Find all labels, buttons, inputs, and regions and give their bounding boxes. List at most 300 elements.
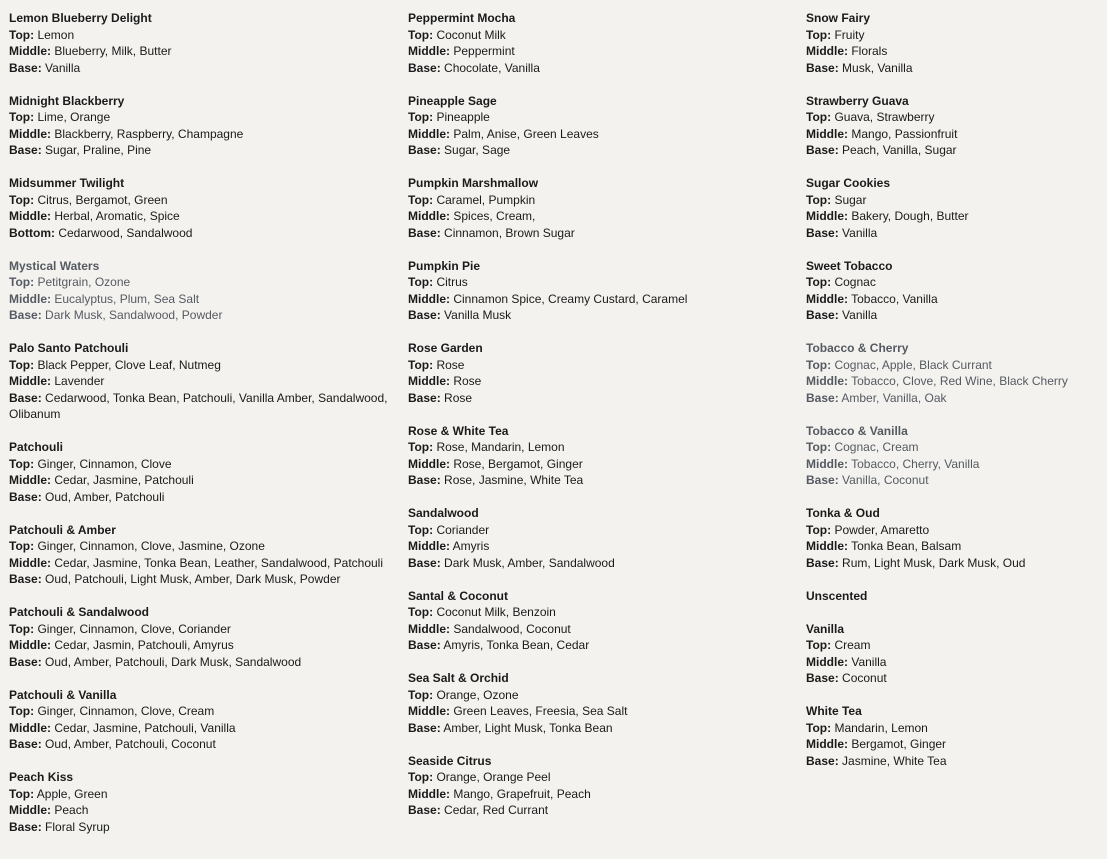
note-line-top <box>9 27 399 44</box>
note-label: Top: <box>408 275 434 289</box>
scent-entry-rose-garden <box>408 340 803 406</box>
note-line-top <box>408 27 803 44</box>
note-value: Oud, Amber, Patchouli, Coconut <box>45 737 216 751</box>
note-label: Top: <box>408 605 434 619</box>
note-value: Citrus <box>436 275 468 289</box>
note-value: Dark Musk, Sandalwood, Powder <box>45 308 223 322</box>
scent-entry-sweet-tobacco <box>806 258 1106 324</box>
note-label: Middle: <box>9 473 51 487</box>
note-value: Blueberry, Milk, Butter <box>54 44 172 58</box>
note-line-middle <box>9 472 399 489</box>
scent-name: Strawberry Guava <box>806 93 909 108</box>
note-line-bottom <box>9 225 399 242</box>
scent-name: Patchouli & Sandalwood <box>9 605 150 619</box>
note-line-base <box>806 555 1106 572</box>
scent-name: Palo Santo Patchouli <box>9 341 129 355</box>
scent-entry-palo-santo-patchouli <box>9 340 399 423</box>
note-value: Coconut <box>842 671 887 685</box>
note-line-top <box>9 703 399 720</box>
note-line-middle <box>408 456 803 473</box>
scent-name: Sugar Cookies <box>806 176 891 190</box>
note-label: Base: <box>408 638 441 652</box>
note-line-middle <box>408 786 803 803</box>
note-line-top <box>806 274 1106 291</box>
note-value: Cognac, Apple, Black Currant <box>834 357 992 372</box>
note-label: Middle: <box>9 44 51 58</box>
note-label: Middle: <box>408 126 450 141</box>
note-value: Lemon <box>37 27 75 42</box>
note-value: Vanilla, Coconut <box>842 473 929 487</box>
scent-entry-patchouli <box>9 439 399 505</box>
note-label: Middle: <box>806 126 848 141</box>
note-line-top <box>408 522 803 539</box>
note-value: Tobacco, Cherry, Vanilla <box>851 456 980 471</box>
note-label: Middle: <box>408 44 450 58</box>
note-label: Top: <box>806 638 832 652</box>
note-line-base <box>9 390 399 423</box>
note-value: Ginger, Cinnamon, Clove <box>37 456 172 471</box>
note-label: Middle: <box>806 737 848 751</box>
scent-name: Pineapple Sage <box>408 93 497 108</box>
note-line-middle <box>9 555 399 572</box>
note-line-base <box>9 60 399 77</box>
scent-name: Pumpkin Marshmallow <box>408 176 539 190</box>
note-value: Tonka Bean, Balsam <box>851 539 962 553</box>
scent-entry-peppermint-mocha <box>408 10 803 76</box>
note-label: Base: <box>806 390 839 405</box>
note-value: Sugar, Praline, Pine <box>45 143 152 157</box>
note-label: Base: <box>806 60 839 75</box>
note-value: Oud, Patchouli, Light Musk, Amber, Dark Musk, Powder <box>45 572 341 586</box>
note-line-middle <box>806 456 1106 473</box>
note-value: Cognac <box>834 275 876 289</box>
note-value: Coconut Milk, Benzoin <box>436 605 556 619</box>
note-line-middle <box>806 373 1106 390</box>
note-label: Middle: <box>9 374 51 388</box>
scent-entry-sugar-cookies <box>806 175 1106 241</box>
note-value: Spices, Cream, <box>453 209 536 223</box>
note-value: Herbal, Aromatic, Spice <box>54 209 180 223</box>
note-line-top <box>806 27 1106 44</box>
note-label: Top: <box>408 770 434 784</box>
note-label: Top: <box>806 440 832 454</box>
note-line-base <box>408 720 803 737</box>
note-line-base <box>408 802 803 819</box>
note-value: Amyris <box>452 539 490 553</box>
note-line-base <box>806 670 1106 687</box>
note-label: Top: <box>806 275 832 289</box>
note-label: Base: <box>9 489 42 504</box>
note-line-top <box>9 786 399 803</box>
note-label: Middle: <box>806 654 848 669</box>
note-label: Base: <box>408 308 441 322</box>
scent-name: Rose Garden <box>408 341 483 355</box>
note-label: Base: <box>408 143 441 157</box>
note-value: Vanilla <box>45 60 81 75</box>
note-label: Top: <box>806 357 832 372</box>
scent-column-3 <box>806 10 1106 786</box>
note-value: Vanilla <box>842 308 878 322</box>
note-value: Apple, Green <box>36 786 108 801</box>
scent-entry-patchouli-and-sandalwood <box>9 604 399 670</box>
scent-name: Mystical Waters <box>9 258 100 273</box>
note-value: Cinnamon Spice, Creamy Custard, Caramel <box>453 291 688 306</box>
note-label: Base: <box>408 555 441 570</box>
scent-entry-seaside-citrus <box>408 753 803 819</box>
note-value: Amyris, Tonka Bean, Cedar <box>443 638 590 652</box>
note-label: Top: <box>408 357 434 372</box>
note-line-top <box>408 192 803 209</box>
note-line-base <box>9 571 399 588</box>
note-label: Middle: <box>9 209 51 223</box>
note-label: Base: <box>9 308 42 322</box>
note-value: Mandarin, Lemon <box>834 720 928 735</box>
note-value: Powder, Amaretto <box>834 522 930 537</box>
note-label: Top: <box>806 192 832 207</box>
note-label: Middle: <box>806 291 848 306</box>
note-value: Black Pepper, Clove Leaf, Nutmeg <box>37 357 221 372</box>
note-label: Base: <box>408 473 441 487</box>
scent-name: Peach Kiss <box>9 770 74 784</box>
note-line-top <box>9 538 399 555</box>
note-line-middle <box>9 720 399 737</box>
note-line-base <box>9 307 399 324</box>
scent-entry-pumpkin-marshmallow <box>408 175 803 241</box>
note-value: Orange, Orange Peel <box>436 770 551 784</box>
note-label: Base: <box>9 819 42 834</box>
note-label: Base: <box>806 671 839 685</box>
scent-column-2 <box>408 10 803 835</box>
note-line-base <box>9 654 399 671</box>
note-value: Caramel, Pumpkin <box>436 192 536 207</box>
note-value: Cedar, Jasmine, Patchouli <box>54 473 194 487</box>
note-value: Eucalyptus, Plum, Sea Salt <box>54 291 200 306</box>
note-line-top <box>806 357 1106 374</box>
scent-name: Patchouli & Amber <box>9 522 116 537</box>
scent-entry-sea-salt-and-orchid <box>408 670 803 736</box>
note-label: Top: <box>9 27 35 42</box>
scent-name: Pumpkin Pie <box>408 258 481 273</box>
note-label: Base: <box>806 143 839 157</box>
scent-column-1 <box>9 10 399 852</box>
note-line-middle <box>9 43 399 60</box>
note-line-middle <box>9 291 399 308</box>
note-value: Coriander <box>436 522 490 537</box>
scent-name: Snow Fairy <box>806 11 871 25</box>
note-value: Mango, Grapefruit, Peach <box>453 786 591 801</box>
note-line-middle <box>806 538 1106 555</box>
note-line-base <box>408 637 803 654</box>
note-label: Top: <box>408 687 434 702</box>
note-line-middle <box>408 291 803 308</box>
scent-name: Lemon Blueberry Delight <box>9 11 152 25</box>
note-label: Middle: <box>408 621 450 636</box>
scent-entry-tobacco-and-cherry <box>806 340 1106 406</box>
note-line-base <box>806 142 1106 159</box>
note-line-middle <box>806 654 1106 671</box>
note-line-base <box>9 736 399 753</box>
note-value: Rose <box>444 390 473 405</box>
note-label: Middle: <box>408 209 450 223</box>
scent-entry-midnight-blackberry <box>9 93 399 159</box>
note-line-middle <box>408 621 803 638</box>
note-label: Top: <box>9 704 35 718</box>
note-line-base <box>806 472 1106 489</box>
note-line-top <box>408 687 803 704</box>
note-label: Top: <box>408 522 434 537</box>
note-line-middle <box>9 802 399 819</box>
note-line-top <box>806 637 1106 654</box>
note-value: Cedarwood, Tonka Bean, Patchouli, Vanilla Amber, Sandalwood, Olibanum <box>9 390 388 421</box>
scent-name: Tobacco & Vanilla <box>806 423 908 438</box>
scent-name: Midsummer Twilight <box>9 176 125 190</box>
scent-entry-mystical-waters <box>9 258 399 324</box>
note-line-middle <box>408 208 803 225</box>
note-label: Middle: <box>408 704 450 718</box>
note-label: Middle: <box>9 291 51 306</box>
note-line-base <box>408 472 803 489</box>
note-line-top <box>408 769 803 786</box>
note-value: Cinnamon, Brown Sugar <box>444 225 575 240</box>
scent-entry-unscented <box>806 588 1106 605</box>
note-label: Top: <box>9 786 35 801</box>
note-line-base <box>806 307 1106 324</box>
note-label: Middle: <box>806 539 848 553</box>
note-line-top <box>408 274 803 291</box>
note-line-middle <box>806 736 1106 753</box>
note-value: Sugar, Sage <box>444 143 511 157</box>
note-label: Middle: <box>408 456 450 471</box>
note-value: Vanilla <box>851 654 887 669</box>
note-label: Middle: <box>9 126 51 141</box>
note-line-top <box>806 522 1106 539</box>
note-label: Middle: <box>806 456 848 471</box>
scent-entry-midsummer-twilight <box>9 175 399 241</box>
note-value: Rose, Bergamot, Ginger <box>453 456 583 471</box>
note-line-middle <box>806 126 1106 143</box>
note-label: Top: <box>806 522 832 537</box>
scent-entry-peach-kiss <box>9 769 399 835</box>
note-label: Base: <box>9 654 42 669</box>
note-label: Middle: <box>806 209 848 223</box>
note-line-top <box>9 357 399 374</box>
note-label: Base: <box>408 720 441 735</box>
scent-name: Sea Salt & Orchid <box>408 671 509 685</box>
note-value: Dark Musk, Amber, Sandalwood <box>444 555 615 570</box>
note-line-top <box>408 604 803 621</box>
note-value: Peach <box>54 803 89 817</box>
scent-name: Rose & White Tea <box>408 423 509 438</box>
note-line-middle <box>408 538 803 555</box>
scent-name: Seaside Citrus <box>408 753 492 768</box>
note-value: Orange, Ozone <box>436 687 519 702</box>
note-value: Green Leaves, Freesia, Sea Salt <box>453 704 628 718</box>
note-value: Lavender <box>54 374 105 388</box>
note-line-top <box>408 439 803 456</box>
note-label: Middle: <box>9 638 51 652</box>
note-label: Base: <box>806 473 839 487</box>
note-label: Top: <box>9 539 35 553</box>
note-label: Base: <box>9 60 42 75</box>
scent-name: Peppermint Mocha <box>408 11 516 25</box>
scent-name: Patchouli <box>9 440 64 454</box>
note-value: Cedar, Jasmin, Patchouli, Amyrus <box>54 638 234 652</box>
scent-name: Sandalwood <box>408 506 479 520</box>
note-value: Vanilla <box>842 225 878 240</box>
note-value: Oud, Amber, Patchouli, Dark Musk, Sandalwood <box>45 654 302 669</box>
note-label: Top: <box>408 110 434 124</box>
note-value: Lime, Orange <box>37 110 111 124</box>
note-label: Base: <box>408 60 441 75</box>
note-value: Peach, Vanilla, Sugar <box>842 143 957 157</box>
note-label: Base: <box>806 308 839 322</box>
note-label: Top: <box>806 110 832 124</box>
note-label: Middle: <box>9 803 51 817</box>
note-value: Amber, Vanilla, Oak <box>841 390 947 405</box>
scent-entry-patchouli-and-amber <box>9 522 399 588</box>
note-line-top <box>9 621 399 638</box>
note-value: Cognac, Cream <box>834 440 919 454</box>
note-line-middle <box>806 43 1106 60</box>
note-line-base <box>408 60 803 77</box>
note-line-middle <box>9 373 399 390</box>
note-label: Middle: <box>408 786 450 801</box>
note-value: Ginger, Cinnamon, Clove, Jasmine, Ozone <box>37 539 265 553</box>
note-line-top <box>9 456 399 473</box>
note-value: Rose <box>436 357 465 372</box>
note-line-base <box>806 225 1106 242</box>
note-value: Musk, Vanilla <box>842 60 913 75</box>
note-label: Base: <box>408 225 441 240</box>
note-value: Rose, Mandarin, Lemon <box>436 440 565 454</box>
note-label: Top: <box>806 720 832 735</box>
note-line-base <box>806 753 1106 770</box>
note-value: Ginger, Cinnamon, Clove, Cream <box>37 704 215 718</box>
note-line-top <box>408 357 803 374</box>
note-value: Vanilla Musk <box>444 308 512 322</box>
note-line-middle <box>9 208 399 225</box>
note-label: Base: <box>408 803 441 817</box>
note-value: Ginger, Cinnamon, Clove, Coriander <box>37 621 231 636</box>
note-label: Top: <box>806 27 832 42</box>
note-label: Base: <box>408 390 441 405</box>
note-line-top <box>806 192 1106 209</box>
scent-name: Vanilla <box>806 621 845 636</box>
scent-entry-strawberry-guava <box>806 93 1106 159</box>
scent-entry-sandalwood <box>408 505 803 571</box>
scent-name: Santal & Coconut <box>408 588 509 603</box>
note-line-top <box>9 192 399 209</box>
note-value: Cedar, Jasmine, Patchouli, Vanilla <box>54 720 236 735</box>
note-value: Amber, Light Musk, Tonka Bean <box>443 720 613 735</box>
scent-name: White Tea <box>806 704 862 718</box>
note-label: Top: <box>9 357 35 372</box>
note-line-base <box>9 819 399 836</box>
note-value: Cedarwood, Sandalwood <box>58 225 193 240</box>
note-label: Middle: <box>806 374 848 388</box>
scent-entry-pumpkin-pie <box>408 258 803 324</box>
note-line-top <box>9 274 399 291</box>
note-line-base <box>408 390 803 407</box>
note-value: Guava, Strawberry <box>834 110 935 124</box>
note-value: Bergamot, Ginger <box>851 737 947 751</box>
note-label: Middle: <box>408 291 450 306</box>
note-value: Rum, Light Musk, Dark Musk, Oud <box>842 555 1026 570</box>
note-line-base <box>408 555 803 572</box>
note-value: Cedar, Red Currant <box>444 803 549 817</box>
note-value: Cream <box>834 638 871 652</box>
note-value: Rose <box>453 374 482 388</box>
note-label: Top: <box>9 192 35 207</box>
note-line-top <box>806 109 1106 126</box>
note-value: Mango, Passionfruit <box>851 126 958 141</box>
note-label: Base: <box>9 143 42 157</box>
scent-entry-rose-and-white-tea <box>408 423 803 489</box>
scent-name: Patchouli & Vanilla <box>9 687 117 702</box>
scent-entry-white-tea <box>806 703 1106 769</box>
scent-entry-pineapple-sage <box>408 93 803 159</box>
note-line-middle <box>806 291 1106 308</box>
scent-entry-santal-and-coconut <box>408 588 803 654</box>
scent-entry-lemon-blueberry-delight <box>9 10 399 76</box>
note-value: Florals <box>851 44 888 58</box>
note-value: Coconut Milk <box>436 27 506 42</box>
note-line-base <box>408 225 803 242</box>
note-label: Top: <box>9 275 35 289</box>
scent-entry-tonka-and-oud <box>806 505 1106 571</box>
note-value: Petitgrain, Ozone <box>37 275 131 289</box>
note-label: Bottom: <box>9 225 55 240</box>
note-line-middle <box>408 373 803 390</box>
note-line-base <box>9 142 399 159</box>
note-line-base <box>408 307 803 324</box>
note-label: Top: <box>9 110 35 124</box>
scent-name: Tonka & Oud <box>806 506 880 520</box>
note-line-base <box>408 142 803 159</box>
note-label: Top: <box>408 27 434 42</box>
note-line-middle <box>408 126 803 143</box>
note-label: Base: <box>9 390 42 405</box>
note-value: Citrus, Bergamot, Green <box>37 192 168 207</box>
note-label: Base: <box>806 753 839 768</box>
note-line-middle <box>806 208 1106 225</box>
scent-entry-patchouli-and-vanilla <box>9 687 399 753</box>
note-label: Base: <box>9 572 42 586</box>
note-label: Top: <box>408 192 434 207</box>
note-label: Middle: <box>806 44 848 58</box>
note-label: Top: <box>408 440 434 454</box>
note-line-base <box>806 60 1106 77</box>
note-label: Top: <box>9 456 35 471</box>
note-line-top <box>408 109 803 126</box>
note-value: Peppermint <box>453 44 515 58</box>
note-label: Base: <box>9 737 42 751</box>
note-label: Middle: <box>408 374 450 388</box>
note-value: Blackberry, Raspberry, Champagne <box>54 126 244 141</box>
note-value: Tobacco, Clove, Red Wine, Black Cherry <box>851 374 1068 388</box>
scent-entry-vanilla <box>806 621 1106 687</box>
note-label: Top: <box>9 621 35 636</box>
note-line-base <box>9 489 399 506</box>
note-value: Jasmine, White Tea <box>842 753 947 768</box>
note-value: Tobacco, Vanilla <box>851 291 938 306</box>
note-value: Oud, Amber, Patchouli <box>45 489 165 504</box>
note-line-base <box>806 390 1106 407</box>
note-value: Chocolate, Vanilla <box>444 60 540 75</box>
note-value: Sandalwood, Coconut <box>453 621 571 636</box>
note-line-middle <box>408 43 803 60</box>
note-label: Base: <box>806 225 839 240</box>
